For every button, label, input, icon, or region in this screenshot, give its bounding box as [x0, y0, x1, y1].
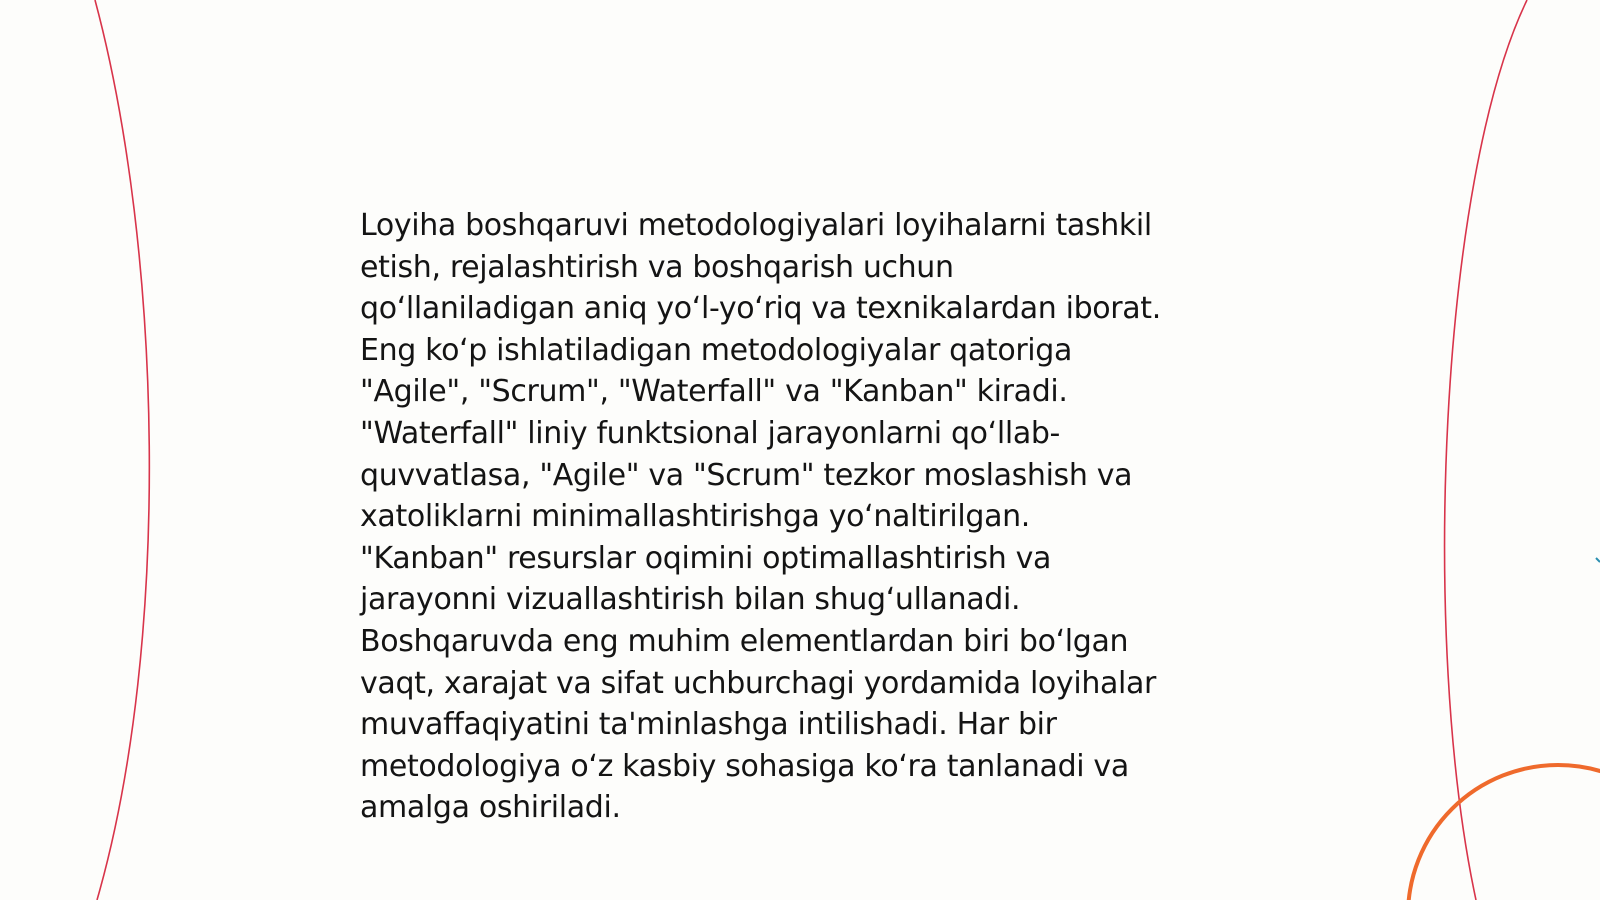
- left-curve-line: [95, 0, 149, 900]
- teal-accent-mark: [1596, 558, 1600, 562]
- orange-circle-outline: [1408, 765, 1600, 900]
- body-paragraph: Loyiha boshqaruvi metodologiyalari loyihalarni tashkil etish, rejalashtirish va boshqarish uchun qo‘llaniladigan aniq yo‘l-yo‘riq va texnikalardan iborat. Eng ko‘p ishlatiladigan metodologiyalar qatoriga "Agile", "Scrum", "Waterfall" va "Kanban" kiradi. "Waterfall" liniy funktsional jarayonlarni qo‘llab- quvvatlasa, "Agile" va "Scrum" tezkor moslashish va xatoliklarni minimallashtirishga yo‘naltirilgan. "Kanban" resurslar oqimini optimallashtirish va jarayonni vizuallashtirish bilan shug‘ullanadi. Boshqaruvda eng muhim elementlardan biri bo‘lgan vaqt, xarajat va sifat uchburchagi yordamida loyihalar muvaffaqiyatini ta'minlashga intilishadi. Har bir metodologiya o‘z kasbiy sohasiga ko‘ra tanlanadi va amalga oshiriladi.: [360, 208, 1161, 826]
- right-curve-line: [1445, 0, 1527, 900]
